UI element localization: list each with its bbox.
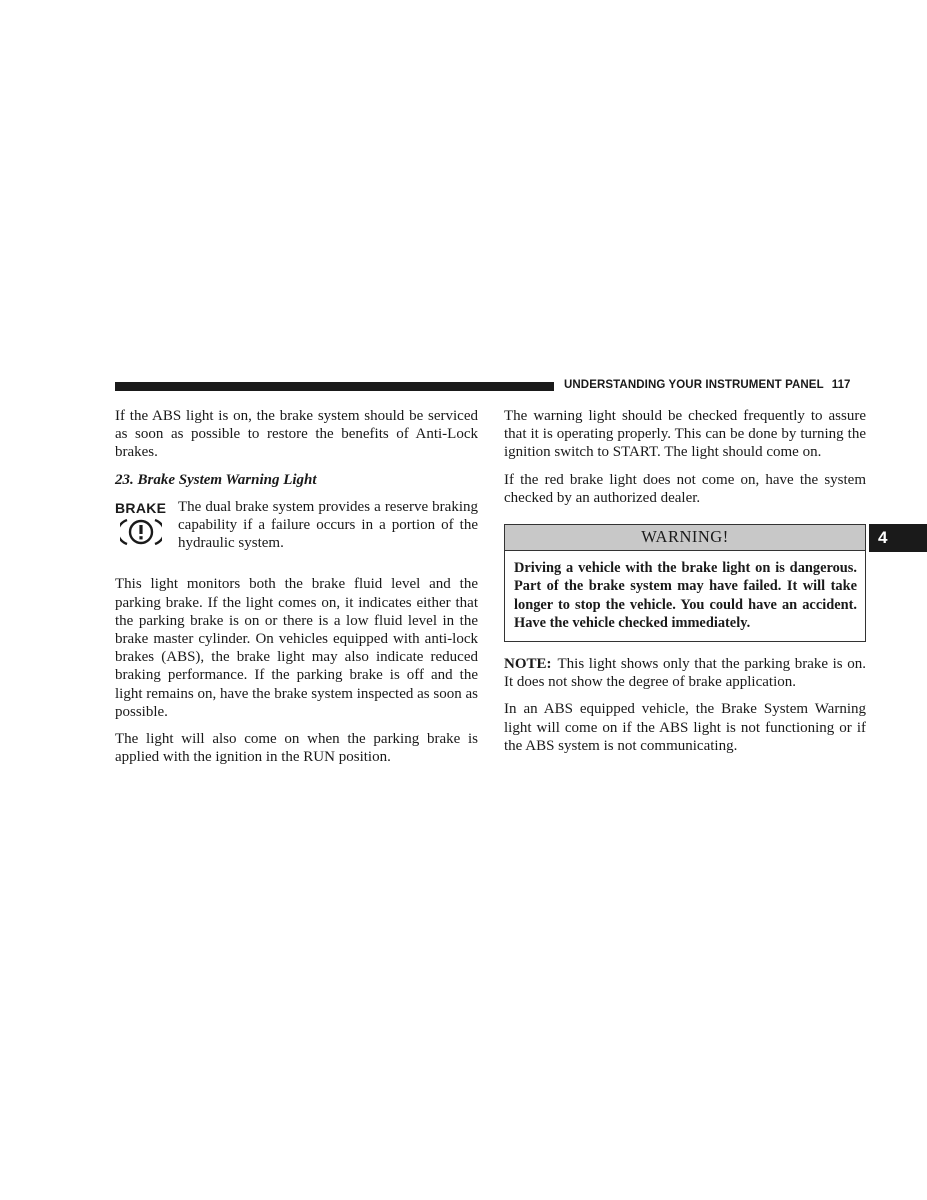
light-monitors-paragraph: This light monitors both the brake fluid level and the parking brake. If the light comes on, it indicates either that the parking brake is on or there is a low fluid level in the brake master cylinder. On vehicles equipped with anti-lock brakes (ABS), the brake light may also indicate reduced braking performance. If the parking brake is off and the light remains on, have the brake system inspected as soon as possible. — [115, 576, 478, 720]
chapter-tab — [869, 524, 927, 552]
header-title: UNDERSTANDING YOUR INSTRUMENT PANEL — [564, 379, 824, 391]
run-position-paragraph: The light will also come on when the parking brake is applied with the ignition in the RUN position. — [115, 731, 478, 766]
brake-symbol-icon — [120, 517, 162, 547]
note-label: NOTE: — [504, 656, 552, 673]
abs-service-paragraph: If the ABS light is on, the brake system should be serviced as soon as possible to restore the benefits of Anti-Lock brakes. — [115, 408, 478, 461]
warning-box — [504, 524, 866, 642]
left-column — [115, 407, 478, 775]
abs-equipped-paragraph: In an ABS equipped vehicle, the Brake System Warning light will come on if the ABS light is not functioning or if the ABS system is not communicating. — [504, 701, 866, 754]
warning-body: Driving a vehicle with the brake light on is dangerous. Part of the brake system may have failed. It will take longer to stop the vehicle. You could have an accident. Have the vehicle checked immediately. — [514, 560, 857, 631]
right-column — [504, 407, 866, 764]
brake-icon-block — [115, 498, 478, 562]
note-paragraph — [504, 655, 866, 691]
brake-icon-label: BRAKE — [115, 499, 167, 516]
dual-brake-paragraph: The dual brake system provides a reserve braking capability if a failure occurs in a portion of the hydraulic system. — [178, 498, 478, 552]
running-header — [564, 379, 851, 391]
brake-warning-icon — [115, 498, 173, 548]
section-heading: 23. Brake System Warning Light — [115, 471, 317, 488]
page-number: 117 — [831, 379, 851, 391]
header-rule — [115, 382, 554, 391]
warning-title: WARNING! — [505, 525, 865, 551]
check-frequently-paragraph: The warning light should be checked frequently to assure that it is operating properly. This can be done by turning the ignition switch to START. The light should come on. — [504, 408, 866, 461]
chapter-number: 4 — [878, 528, 888, 547]
dealer-check-paragraph: If the red brake light does not come on, have the system checked by an authorized dealer. — [504, 471, 866, 506]
note-text: This light shows only that the parking brake is on. It does not show the degree of brake application. — [504, 656, 866, 691]
